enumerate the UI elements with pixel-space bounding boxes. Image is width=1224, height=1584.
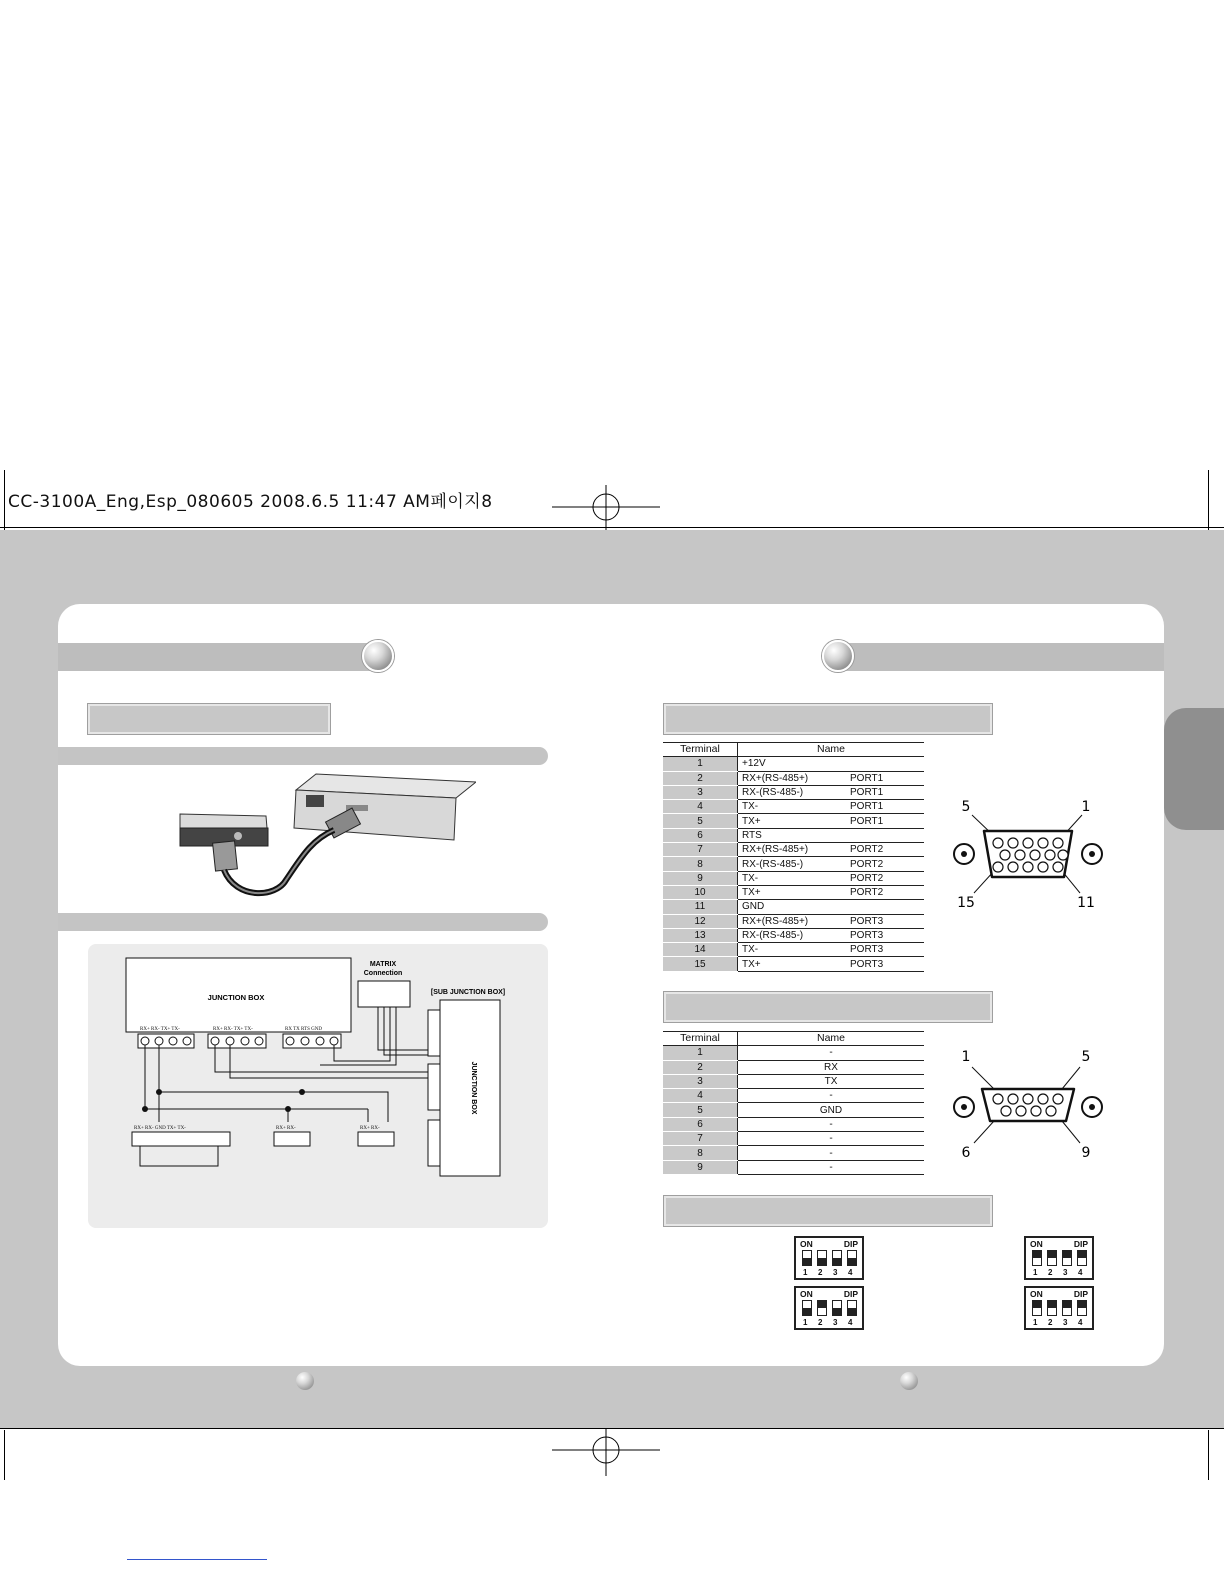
table15-name: +12V — [738, 757, 847, 771]
table15-terminal: 7 — [663, 843, 738, 857]
table15-name: TX- — [738, 800, 847, 814]
print-slug: CC-3100A_Eng,Esp_080605 2008.6.5 11:47 AM페이지8 — [8, 492, 493, 512]
table15-port: PORT1 — [846, 771, 924, 785]
dip-number: 1 — [803, 1268, 808, 1277]
table15-row — [663, 814, 924, 828]
connection-subbar-1 — [58, 747, 548, 765]
dip-number: 1 — [803, 1318, 808, 1327]
crop-mark-bottom-left — [4, 1430, 5, 1480]
table15-name: TX+ — [738, 957, 847, 971]
dip-number: 2 — [818, 1318, 823, 1327]
table15-name: RTS — [738, 828, 847, 842]
dip-title-label: DIP — [843, 1289, 858, 1299]
dip-toggle — [1032, 1300, 1042, 1316]
right-subheading-box-3 — [664, 1196, 992, 1226]
table9-row — [663, 1146, 924, 1160]
table9-name: - — [738, 1089, 925, 1103]
table15-name: TX+ — [738, 885, 847, 899]
svg-text:RX+ RX-: RX+ RX- — [360, 1126, 380, 1131]
table15-terminal: 3 — [663, 785, 738, 799]
matrix-label-1: MATRIX — [369, 961, 397, 968]
connection-subbar-2 — [58, 913, 548, 931]
table15-row — [663, 757, 924, 771]
dip-switch-d — [1024, 1286, 1094, 1330]
table9-row — [663, 1132, 924, 1146]
table15-name: RX+(RS-485+) — [738, 843, 847, 857]
dip-toggle — [1077, 1300, 1087, 1316]
table15-row — [663, 843, 924, 857]
table15-name: GND — [738, 900, 847, 914]
table15-name: RX-(RS-485-) — [738, 857, 847, 871]
dip-toggle — [1077, 1250, 1087, 1266]
pin-table-9 — [663, 1031, 924, 1175]
table15-port: PORT3 — [846, 943, 924, 957]
table15-terminal: 5 — [663, 814, 738, 828]
crop-mark-bottom-right — [1208, 1430, 1209, 1480]
table15-terminal: 14 — [663, 943, 738, 957]
left-subheading-box — [88, 704, 330, 734]
table15-row — [663, 943, 924, 957]
table9-name: - — [738, 1117, 925, 1131]
table15-terminal: 10 — [663, 885, 738, 899]
table9-terminal: 2 — [663, 1060, 738, 1074]
table9-name: - — [738, 1146, 925, 1160]
dip-toggle — [1047, 1250, 1057, 1266]
left-page-ball-icon — [296, 1372, 314, 1390]
wiring-diagram — [88, 944, 548, 1228]
table15-name: RX-(RS-485-) — [738, 785, 847, 799]
table15-terminal: 1 — [663, 757, 738, 771]
junction-box-vertical-label: JUNCTION BOX — [470, 1061, 477, 1115]
table9-header-terminal: Terminal — [663, 1032, 738, 1046]
chapter-side-tab — [1164, 708, 1224, 830]
table9-terminal: 7 — [663, 1132, 738, 1146]
table15-port — [846, 828, 924, 842]
device-cable-illustration — [176, 770, 476, 900]
pin-table-15 — [663, 742, 924, 972]
svg-text:RX+ RX- TX+ TX-: RX+ RX- TX+ TX- — [140, 1027, 180, 1032]
dip-toggle — [1047, 1300, 1057, 1316]
dip-number: 2 — [818, 1268, 823, 1277]
table15-row — [663, 957, 924, 971]
table15-row — [663, 885, 924, 899]
table15-terminal: 6 — [663, 828, 738, 842]
dip-toggle — [817, 1250, 827, 1266]
crop-mark-right — [1208, 470, 1209, 530]
table15-port: PORT2 — [846, 857, 924, 871]
table15-terminal: 11 — [663, 900, 738, 914]
registration-mark-top — [552, 485, 660, 531]
table15-port: PORT2 — [846, 843, 924, 857]
svg-text:RX+ RX-: RX+ RX- — [276, 1126, 296, 1131]
right-page-ball-icon — [900, 1372, 918, 1390]
table15-row — [663, 800, 924, 814]
left-section-header-bar — [58, 643, 378, 671]
dip-title-label: DIP — [1073, 1289, 1088, 1299]
svg-text:RX TX RTS GND: RX TX RTS GND — [285, 1027, 322, 1032]
table15-terminal: 13 — [663, 928, 738, 942]
table15-row — [663, 928, 924, 942]
dip-switch-c — [1024, 1236, 1094, 1280]
table9-name: - — [738, 1160, 925, 1174]
db9-label-br: 9 — [1081, 1145, 1091, 1161]
table15-terminal: 8 — [663, 857, 738, 871]
dip-number: 4 — [1078, 1268, 1083, 1277]
svg-text:RX+ RX- GND TX+ TX-: RX+ RX- GND TX+ TX- — [134, 1126, 186, 1131]
table9-row — [663, 1074, 924, 1088]
registration-mark-bottom — [552, 1428, 660, 1476]
table15-port: PORT1 — [846, 800, 924, 814]
table15-row — [663, 914, 924, 928]
db9-label-tr: 5 — [1081, 1049, 1091, 1065]
table9-terminal: 5 — [663, 1103, 738, 1117]
dip-number: 3 — [833, 1268, 838, 1277]
table9-header-name: Name — [738, 1032, 925, 1046]
dip-number: 2 — [1048, 1268, 1053, 1277]
dip-number: 4 — [848, 1268, 853, 1277]
table15-row — [663, 857, 924, 871]
table15-row — [663, 900, 924, 914]
table9-row — [663, 1117, 924, 1131]
table15-terminal: 9 — [663, 871, 738, 885]
matrix-label-2: Connection — [363, 970, 403, 977]
table15-header-terminal: Terminal — [663, 743, 738, 757]
dip-title-label: DIP — [843, 1239, 858, 1249]
table15-port: PORT3 — [846, 914, 924, 928]
footer-rule — [127, 1559, 267, 1560]
dip-title-label: DIP — [1073, 1239, 1088, 1249]
dip-toggle — [1032, 1250, 1042, 1266]
table15-terminal: 4 — [663, 800, 738, 814]
table15-port — [846, 900, 924, 914]
table15-name: RX+(RS-485+) — [738, 914, 847, 928]
dip-number: 3 — [1063, 1318, 1068, 1327]
dip-switch-b — [794, 1286, 864, 1330]
table9-terminal: 4 — [663, 1089, 738, 1103]
table15-port: PORT2 — [846, 885, 924, 899]
dip-toggle — [847, 1300, 857, 1316]
dip-toggle — [802, 1300, 812, 1316]
table9-terminal: 9 — [663, 1160, 738, 1174]
table15-row — [663, 871, 924, 885]
dip-toggle — [817, 1300, 827, 1316]
table9-terminal: 6 — [663, 1117, 738, 1131]
table15-port: PORT1 — [846, 785, 924, 799]
table15-name: TX- — [738, 871, 847, 885]
dip-number: 2 — [1048, 1318, 1053, 1327]
dip-on-label: ON — [1030, 1239, 1043, 1249]
table15-name: TX- — [738, 943, 847, 957]
table15-port: PORT2 — [846, 871, 924, 885]
table9-terminal: 1 — [663, 1046, 738, 1060]
db15-connector-diagram — [950, 795, 1110, 915]
svg-text:RX+ RX- TX+ TX-: RX+ RX- TX+ TX- — [213, 1027, 253, 1032]
right-subheading-box-2 — [664, 992, 992, 1022]
table9-row — [663, 1160, 924, 1174]
table15-port: PORT3 — [846, 957, 924, 971]
right-subheading-box-1 — [664, 704, 992, 734]
dip-number: 3 — [1063, 1268, 1068, 1277]
table9-row — [663, 1103, 924, 1117]
dip-toggle — [1062, 1300, 1072, 1316]
table15-port: PORT3 — [846, 928, 924, 942]
table9-name: - — [738, 1046, 925, 1060]
right-header-ball-icon — [822, 640, 854, 672]
table15-row — [663, 785, 924, 799]
dip-switch-a — [794, 1236, 864, 1280]
table15-port: PORT1 — [846, 814, 924, 828]
dip-on-label: ON — [800, 1239, 813, 1249]
dip-toggle — [832, 1250, 842, 1266]
table15-terminal: 15 — [663, 957, 738, 971]
db15-label-br: 11 — [1077, 895, 1095, 911]
table9-name: - — [738, 1132, 925, 1146]
dip-toggle — [847, 1250, 857, 1266]
db9-label-bl: 6 — [961, 1145, 971, 1161]
table15-row — [663, 771, 924, 785]
table15-header-name: Name — [738, 743, 925, 757]
sub-junction-box-label: [SUB JUNCTION BOX] — [430, 989, 506, 996]
right-section-header-bar — [840, 643, 1164, 671]
db9-label-tl: 1 — [961, 1049, 971, 1065]
table9-row — [663, 1060, 924, 1074]
table15-row — [663, 828, 924, 842]
table9-terminal: 8 — [663, 1146, 738, 1160]
dip-number: 4 — [848, 1318, 853, 1327]
table15-terminal: 2 — [663, 771, 738, 785]
db9-connector-diagram — [950, 1045, 1110, 1165]
dip-on-label: ON — [1030, 1289, 1043, 1299]
left-header-ball-icon — [362, 640, 394, 672]
dip-toggle — [832, 1300, 842, 1316]
dip-number: 1 — [1033, 1318, 1038, 1327]
db15-label-bl: 15 — [957, 895, 975, 911]
table15-terminal: 12 — [663, 914, 738, 928]
dip-toggle — [802, 1250, 812, 1266]
dip-number: 1 — [1033, 1268, 1038, 1277]
dip-number: 3 — [833, 1318, 838, 1327]
table9-name: GND — [738, 1103, 925, 1117]
db15-label-tr: 1 — [1081, 799, 1091, 815]
table9-terminal: 3 — [663, 1074, 738, 1088]
dip-number: 4 — [1078, 1318, 1083, 1327]
table15-name: TX+ — [738, 814, 847, 828]
table9-name: RX — [738, 1060, 925, 1074]
junction-box-label: JUNCTION BOX — [207, 993, 265, 1002]
db15-label-tl: 5 — [961, 799, 971, 815]
crop-mark-left — [4, 470, 5, 530]
table9-row — [663, 1046, 924, 1060]
table15-port — [846, 757, 924, 771]
table15-name: RX-(RS-485-) — [738, 928, 847, 942]
dip-toggle — [1062, 1250, 1072, 1266]
table15-name: RX+(RS-485+) — [738, 771, 847, 785]
table9-row — [663, 1089, 924, 1103]
dip-on-label: ON — [800, 1289, 813, 1299]
table9-name: TX — [738, 1074, 925, 1088]
